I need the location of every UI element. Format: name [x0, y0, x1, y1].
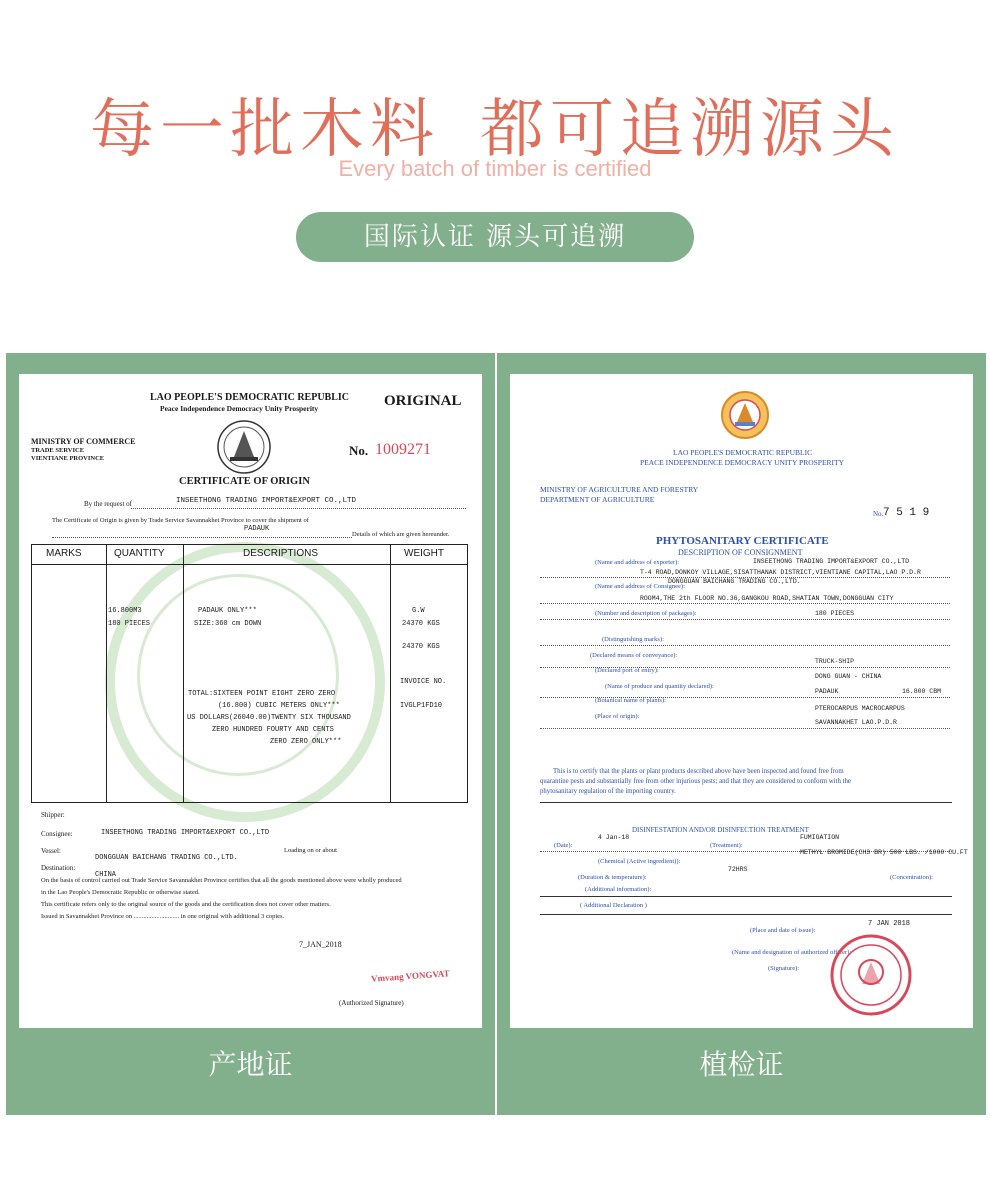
ps-additional-info: (Additional information):	[585, 886, 652, 893]
headline-part2: 都可追溯源头	[480, 93, 900, 167]
co-product: PADAUK	[244, 525, 270, 533]
co-desc-product: PADAUK ONLY***	[198, 607, 257, 615]
ps-date-label: (Date):	[554, 842, 573, 849]
co-total-line2: (16.800) CUBIC METERS ONLY***	[218, 702, 340, 710]
ps-origin-label: (Place of origin):	[595, 713, 640, 720]
ps-treatment-date: 4 Jan-18	[598, 834, 630, 841]
certification-badge: 国际认证 源头可追溯	[296, 212, 694, 262]
ps-origin-value: SAVANNAKHET LAO.P.D.R	[815, 719, 897, 726]
ps-entry-value: DONG GUAN - CHINA	[815, 673, 882, 680]
co-basis-line1: On the basis of control carried out Trade Service Savannakhet Province certifies that all the goods mentioned above were wholly produced	[41, 877, 402, 884]
co-given-text: The Certificate of Origin is given by Trade Service Savannakhet Province to cover the shipment of	[52, 517, 309, 524]
ps-botanical-label: (Botanical name of plants):	[595, 697, 666, 704]
co-basis-line2: in the Lao People's Democratic Republic or otherwise stated.	[41, 889, 200, 896]
ps-produce-qty: 16.800 CBM	[902, 688, 942, 695]
phytosanitary-caption: 植检证	[699, 1048, 784, 1081]
co-weight-2: 24370 KGS	[402, 643, 440, 651]
co-total-line1: TOTAL:SIXTEEN POINT EIGHT ZERO ZERO	[188, 690, 336, 698]
ps-entry-label: (Declared port of entry):	[595, 667, 659, 674]
ps-subtitle: DESCRIPTION OF CONSIGNMENT	[678, 548, 803, 557]
ps-duration-value: 72HRS	[728, 866, 748, 873]
co-col-weight: WEIGHT	[404, 548, 444, 559]
co-total-line4: ZERO HUNDRED FOURTY AND CENTS	[212, 726, 334, 734]
co-total-line5: ZERO ZERO ONLY***	[270, 738, 342, 746]
ps-certify-line3: phytosanitary regulation of the importing country.	[540, 788, 676, 795]
co-basis-line4: Issued in Savannakhet Province on ............................ in one original with additional 3 copies.	[41, 913, 285, 920]
co-signature-name: Vmvang VONGVAT	[370, 968, 450, 984]
co-invoice-label: INVOICE NO.	[400, 678, 447, 686]
ps-place-date-label: (Place and date of issue):	[750, 927, 816, 934]
co-number-label: No.	[349, 443, 369, 458]
ps-exporter-label: (Name and address of exporter):	[595, 559, 680, 566]
co-ministry: MINISTRY OF COMMERCE	[31, 437, 136, 446]
headline-part1: 每一批木料	[90, 93, 440, 167]
co-details-text: Details of which are given hereunder.	[352, 531, 450, 538]
ps-ministry: MINISTRY OF AGRICULTURE AND FORESTRY	[540, 485, 699, 494]
co-col-descriptions: DESCRIPTIONS	[243, 548, 319, 559]
ps-treatment-label: (Treatment):	[710, 842, 743, 849]
ps-issue-date: 7 JAN 2018	[868, 920, 911, 928]
ps-motto: PEACE INDEPENDENCE DEMOCRACY UNITY PROSPERITY	[640, 458, 845, 467]
co-province: VIENTIANE PROVINCE	[31, 455, 105, 462]
ps-signature-label: (Signature):	[768, 965, 800, 972]
ps-treatment-value: FUMIGATION	[800, 834, 840, 841]
ps-number-label: No.	[873, 510, 884, 518]
co-vessel-value: DONGGUAN BAICHANG TRADING CO.,LTD.	[95, 854, 238, 862]
co-trade-service: TRADE SERVICE	[31, 447, 85, 454]
ps-title: PHYTOSANITARY CERTIFICATE	[656, 535, 829, 547]
co-consignee-value: INSEETHONG TRADING IMPORT&EXPORT CO.,LTD	[101, 829, 270, 837]
ps-exporter-line2: T-4 ROAD,DONKOY VILLAGE,SISATTHANAK DISTRICT,VIENTIANE CAPITAL,LAO P.D.R	[640, 569, 921, 576]
ps-number-value: 7 5 1 9	[883, 507, 930, 519]
ps-certify-line2: quarantine pests and substantially free from other injurious pests; and that they are considered to conform with the	[540, 778, 851, 785]
ps-chemical-label: (Chemical (Active ingredient)):	[598, 858, 681, 865]
origin-certificate-caption: 产地证	[208, 1048, 293, 1081]
phytosanitary-panel	[497, 353, 986, 1115]
co-desc-size: SIZE:360 cm DOWN	[194, 620, 262, 628]
ps-produce-label: (Name of produce and quantity declared):	[605, 683, 714, 690]
co-loading-label: Loading on or about	[284, 847, 337, 854]
ps-conveyance-label: (Declared means of conveyance):	[590, 652, 678, 659]
ps-additional-declaration: ( Additional Declaration )	[580, 902, 647, 909]
co-vessel-label: Vessel:	[41, 847, 61, 855]
ps-department: DEPARTMENT OF AGRICULTURE	[540, 495, 655, 504]
origin-certificate-document	[19, 374, 482, 1028]
lao-emblem-icon	[212, 417, 276, 475]
official-red-stamp-icon	[828, 932, 914, 1018]
ps-exporter-line1: INSEETHONG TRADING IMPORT&EXPORT CO.,LTD	[753, 558, 910, 565]
co-shipper-label: Shipper:	[41, 811, 65, 819]
co-col-marks: MARKS	[46, 548, 82, 559]
co-republic: LAO PEOPLE'S DEMOCRATIC REPUBLIC	[150, 392, 350, 403]
co-request-label: By the request of	[84, 500, 133, 508]
co-authorized-signature: (Authorized Signature)	[339, 999, 404, 1007]
ps-produce-value: PADAUK	[815, 688, 839, 695]
origin-certificate-panel	[6, 353, 495, 1115]
ps-packages-value: 180 PIECES	[815, 610, 855, 617]
co-total-line3: US DOLLARS(26040.00)TWENTY SIX THOUSAND	[187, 714, 351, 722]
lao-emblem-color-icon	[717, 388, 773, 442]
co-destination-value: CHINA	[95, 871, 117, 879]
co-request-value: INSEETHONG TRADING IMPORT&EXPORT CO.,LTD	[176, 497, 357, 505]
co-goods-table	[31, 544, 468, 803]
ps-conveyance-value: TRUCK-SHIP	[815, 658, 855, 665]
co-issue-date: 7_JAN_2018	[299, 940, 342, 949]
co-qty-volume: 16.800M3	[108, 607, 142, 615]
phytosanitary-document	[510, 374, 973, 1028]
co-number-value: 1009271	[375, 441, 431, 458]
co-basis-line3: This certificate refers only to the original source of the goods and the certification does not cover other matters.	[41, 901, 331, 908]
co-title: CERTIFICATE OF ORIGIN	[179, 476, 310, 487]
ps-republic: LAO PEOPLE'S DEMOCRATIC REPUBLIC	[673, 448, 813, 457]
ps-consignee-label: (Name and address of Consignee):	[595, 583, 685, 590]
ps-consignee-line2: ROOM4,THE 2th FLOOR NO.36,GANGKOU ROAD,SHATIAN TOWN,DONGGUAN CITY	[640, 595, 894, 602]
co-col-quantity: QUANTITY	[114, 548, 165, 559]
ps-marks-label: (Distinguishing marks):	[602, 636, 664, 643]
co-weight-1: 24370 KGS	[402, 620, 440, 628]
co-original-label: ORIGINAL	[384, 393, 462, 409]
co-qty-pieces: 180 PIECES	[108, 620, 151, 628]
co-consignee-label: Consignee:	[41, 830, 73, 838]
ps-disinfestation-title: DISINFESTATION AND/OR DISINFECTION TREATMENT	[632, 826, 809, 834]
ps-chemical-value: METHYL BROMIDE(CH3 BR) 500 LBS. /1000 CU.FT	[800, 849, 968, 856]
co-destination-label: Destination:	[41, 864, 76, 872]
ps-certify-line1: This is to certify that the plants or plant products described above have been inspected and found free from	[553, 768, 844, 775]
ps-botanical-value: PTEROCARPUS MACROCARPUS	[815, 705, 905, 712]
co-motto: Peace Independence Democracy Unity Prosperity	[160, 404, 319, 413]
ps-packages-label: (Number and description of packages):	[595, 610, 697, 617]
co-invoice-value: IVGLP1FD10	[400, 702, 443, 710]
ps-duration-label: (Duration & temperature):	[578, 874, 647, 881]
headline-subtitle: Every batch of timber is certified	[338, 156, 652, 181]
ps-officer-label: (Name and designation of authorized officer):	[732, 949, 852, 956]
ps-concentration-label: (Concentration):	[890, 874, 933, 881]
co-gw-label: G.W	[412, 607, 425, 615]
ps-consignee-line1: DONGGUAN BAICHANG TRADING CO.,LTD.	[668, 578, 801, 585]
